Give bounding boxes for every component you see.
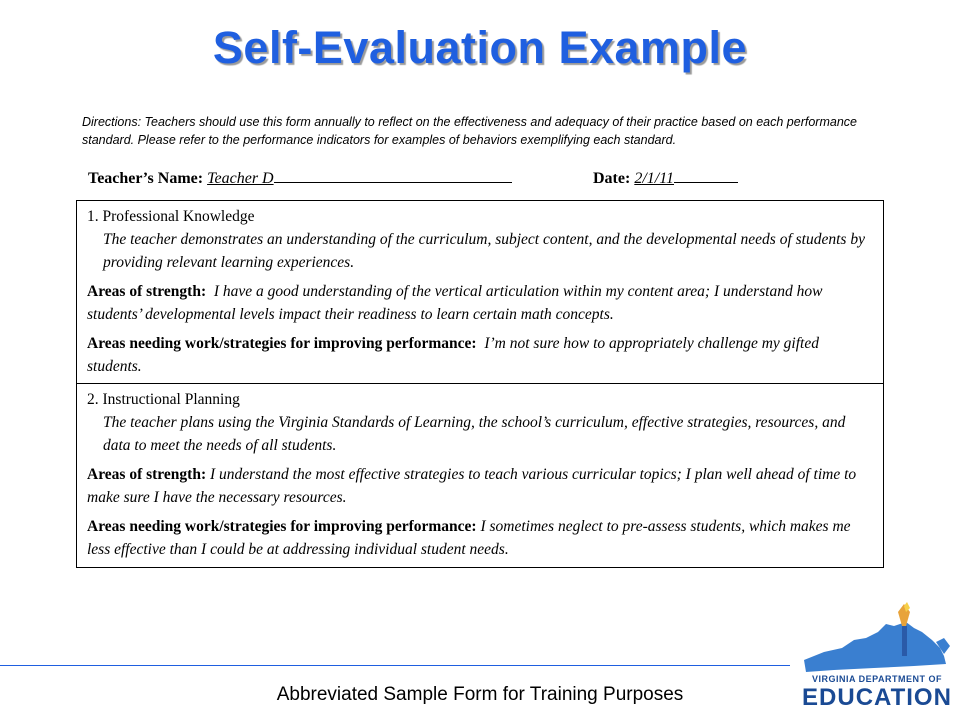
page-title: Self-Evaluation Example (212, 22, 748, 73)
section-heading: 1. Professional Knowledge (87, 208, 255, 225)
needs-paragraph (87, 332, 873, 378)
teacher-name-value: Teacher D (207, 170, 274, 187)
needs-paragraph (87, 515, 873, 561)
strength-label: Areas of strength: (87, 466, 207, 483)
date-label: Date: (593, 170, 631, 187)
teacher-name-underline (274, 182, 512, 183)
strength-text: I understand the most effective strategies to teach various curricular topics; I plan well ahead of time to make sure I have the necessary resources. (87, 466, 857, 506)
teacher-name-row (88, 170, 512, 188)
footer-caption: Abbreviated Sample Form for Training Purposes (276, 684, 684, 705)
strength-label: Areas of strength: (87, 283, 207, 300)
directions-text: Directions: Teachers should use this form annually to reflect on the effectiveness and adequacy of their practice based on each performance standard. Please refer to the performance indicators for examples of behaviors exemplifying each standard. (82, 115, 857, 147)
footer-rule (0, 665, 790, 666)
date-value: 2/1/11 (634, 170, 675, 187)
strength-paragraph (87, 280, 873, 326)
teacher-name-label: Teacher’s Name: (88, 170, 204, 187)
date-row (593, 170, 738, 188)
date-underline (674, 182, 738, 183)
section-description: The teacher plans using the Virginia Standards of Learning, the school’s curriculum, effective strategies, resources, and data to meet the needs of all students. (103, 414, 846, 454)
needs-text: I’m not sure how to appropriately challenge my gifted students. (87, 335, 819, 375)
strength-text: I have a good understanding of the vertical articulation within my content area; I understand how students’ developmental levels impact their readiness to learn certain math concepts. (87, 283, 823, 323)
section-description: The teacher demonstrates an understanding of the curriculum, subject content, and the developmental needs of students by providing relevant learning experiences. (103, 231, 865, 271)
needs-text: I sometimes neglect to pre-assess students, which makes me less effective than I could be at addressing individual student needs. (87, 518, 851, 558)
needs-label: Areas needing work/strategies for improving performance: (87, 518, 477, 535)
section-heading: 2. Instructional Planning (87, 391, 240, 408)
logo-title: EDUCATION (802, 684, 952, 711)
logo-subtitle: VIRGINIA DEPARTMENT OF (812, 674, 942, 684)
section-professional-knowledge (77, 201, 883, 384)
evaluation-form (76, 200, 884, 568)
needs-label: Areas needing work/strategies for improving performance: (87, 335, 477, 352)
strength-paragraph (87, 463, 873, 509)
section-instructional-planning (77, 384, 883, 567)
